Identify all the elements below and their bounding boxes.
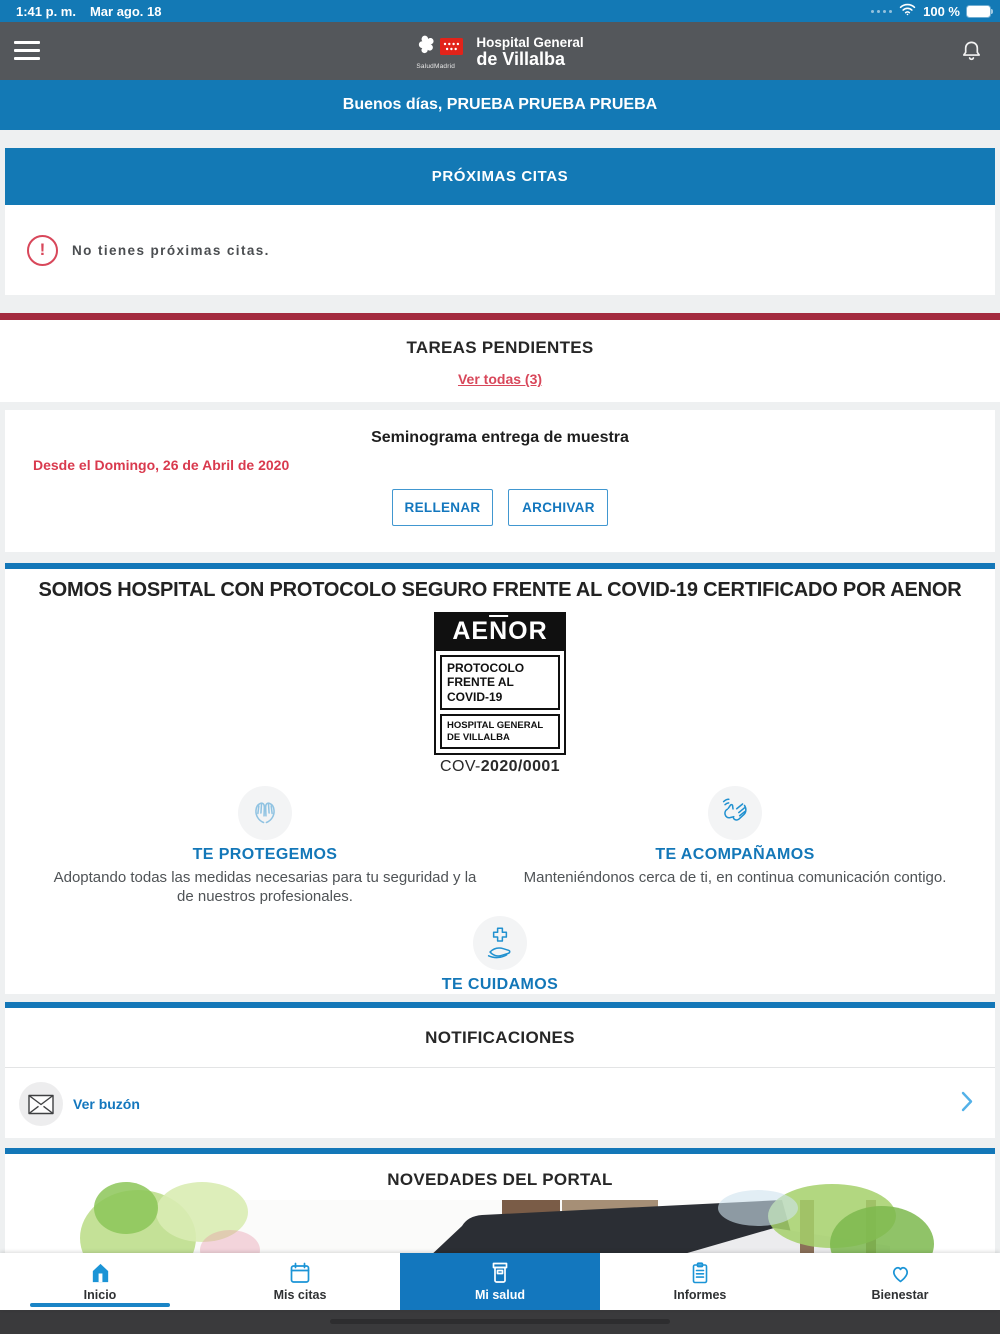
feature-title: TE PROTEGEMOS: [192, 845, 338, 863]
mail-envelope-icon: [19, 1082, 63, 1126]
active-tab-underline: [30, 1303, 170, 1307]
aenor-logo: $AE\overline{N}OR$: [436, 614, 564, 651]
sample-container-icon: [488, 1261, 512, 1285]
battery-icon: [967, 6, 990, 17]
status-time: 1:41 p. m.: [16, 3, 76, 19]
heart-icon: [888, 1261, 913, 1285]
novedades-section: [5, 1154, 995, 1253]
status-date: Mar ago. 18: [89, 3, 162, 19]
novedades-title: NOVEDADES DEL PORTAL: [387, 1170, 613, 1189]
tareas-section: [0, 320, 1000, 402]
tab-label: Mi salud: [474, 1288, 525, 1302]
feature-text: Adoptando todas las medidas necesarias para tu seguridad y la de nuestros profesionales.: [53, 868, 477, 905]
hand-cross-icon: [473, 916, 527, 970]
aenor-hospital-label: HOSPITAL GENERAL DE VILLALBA: [440, 714, 560, 749]
tab-label: Informes: [673, 1288, 727, 1302]
chevron-right-icon[interactable]: [961, 1091, 973, 1117]
tab-label: Mis citas: [273, 1288, 327, 1302]
home-bar: [0, 1310, 1000, 1334]
bottom-tab-bar: [0, 1253, 1000, 1310]
rellenar-button[interactable]: RELLENAR: [392, 489, 494, 526]
feature-te-protegemos: [30, 786, 500, 906]
alert-exclamation-icon: !: [27, 235, 58, 266]
tab-mi-salud[interactable]: [400, 1253, 600, 1310]
proximas-citas-card: [5, 205, 995, 295]
home-icon: [89, 1261, 112, 1285]
task-title: Seminograma entrega de muestra: [371, 429, 629, 446]
calendar-icon: [288, 1261, 312, 1285]
no-citas-message: No tienes próximas citas.: [72, 242, 270, 258]
feature-text: Manteniéndonos cerca de ti, en continua comunicación contigo.: [523, 868, 947, 886]
tab-mis-citas[interactable]: [200, 1253, 400, 1310]
tab-label: Bienestar: [871, 1288, 929, 1302]
red-section-divider: [0, 313, 1000, 320]
ver-buzon-row[interactable]: [5, 1068, 995, 1140]
tareas-title: TAREAS PENDIENTES: [406, 338, 594, 357]
wifi-icon: [899, 3, 916, 19]
covid-heading: SOMOS HOSPITAL CON PROTOCOLO SEGURO FRENTE AL COVID-19 CERTIFICADO POR AENOR: [38, 579, 962, 601]
handshake-icon: [708, 786, 762, 840]
proximas-citas-header: [5, 148, 995, 205]
ver-todas-link[interactable]: Ver todas (3): [457, 371, 543, 387]
feature-title: TE CUIDAMOS: [441, 975, 559, 993]
ver-buzon-link[interactable]: Ver buzón: [73, 1096, 140, 1112]
novedades-photo[interactable]: [110, 1200, 890, 1258]
feature-title: TE ACOMPAÑAMOS: [655, 845, 815, 863]
archivar-button[interactable]: ARCHIVAR: [508, 489, 608, 526]
tab-bienestar[interactable]: [800, 1253, 1000, 1310]
hands-open-icon: [238, 786, 292, 840]
aenor-protocol-label: PROTOCOLO FRENTE AL COVID-19: [440, 655, 560, 710]
greeting-bar: [0, 80, 1000, 130]
aenor-certificate-badge: [434, 612, 566, 776]
hospital-name-line2: de Villalba: [476, 49, 566, 70]
tab-inicio[interactable]: [0, 1253, 200, 1310]
task-card: [5, 410, 995, 552]
proximas-citas-title: PRÓXIMAS CITAS: [431, 168, 569, 185]
notifications-bell-icon[interactable]: [959, 38, 984, 70]
app-header: [0, 22, 1000, 80]
tab-informes[interactable]: [600, 1253, 800, 1310]
saludmadrid-logo-icon: [416, 33, 468, 69]
feature-te-acompanamos: [500, 786, 970, 906]
aenor-cert-number: COV-2020/0001: [440, 757, 560, 775]
battery-percent: 100 %: [923, 3, 960, 19]
signal-dots-icon: [871, 10, 892, 13]
covid-section: [5, 569, 995, 994]
notificaciones-title: NOTIFICACIONES: [425, 1028, 575, 1047]
menu-hamburger-icon[interactable]: [14, 41, 40, 60]
tab-label: Inicio: [83, 1288, 117, 1302]
status-bar: [0, 0, 1000, 22]
greeting-text: Buenos días, PRUEBA PRUEBA PRUEBA: [342, 96, 658, 113]
hospital-name-line1: Hospital General: [476, 34, 584, 50]
logo-brand-text: SaludMadrid: [416, 62, 456, 70]
hospital-logo: [416, 33, 583, 69]
task-since-date: Desde el Domingo, 26 de Abril de 2020: [33, 457, 290, 473]
report-icon: [688, 1261, 712, 1285]
home-indicator[interactable]: [330, 1319, 670, 1324]
notificaciones-section: [5, 1008, 995, 1138]
